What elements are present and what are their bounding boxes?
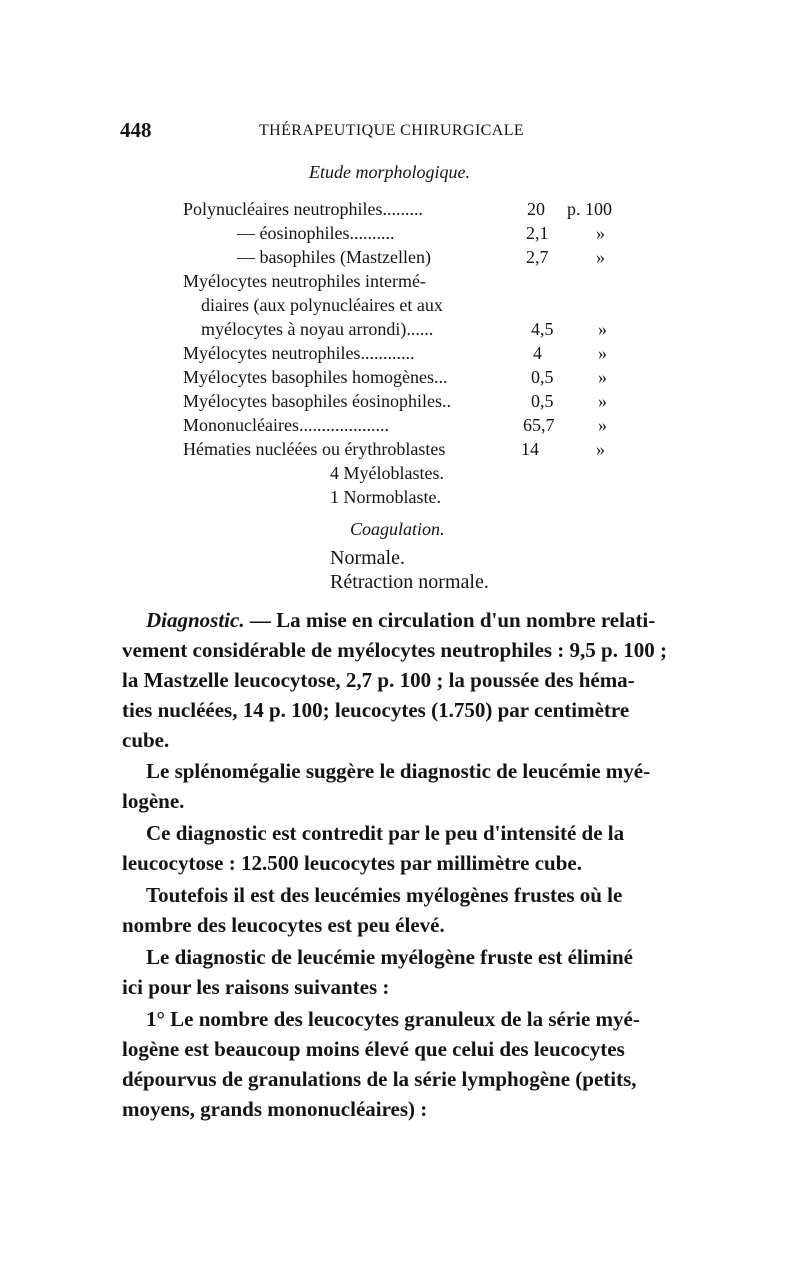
text-line: vement considérable de myélocytes neutrophiles : 9,5 p. 100 ; <box>122 638 667 662</box>
coag-line: Normale. <box>330 547 405 569</box>
row-label: Mononucléaires.................... <box>183 415 389 435</box>
text-line: dépourvus de granulations de la série lymphogène (petits, <box>122 1067 637 1091</box>
section-title-coagulation: Coagulation. <box>350 519 445 539</box>
row-value: 14 <box>521 439 539 459</box>
diagnostic-heading: Diagnostic. <box>146 608 245 632</box>
text-line: cube. <box>122 728 170 752</box>
text-line: ici pour les raisons suivantes : <box>122 975 390 999</box>
row-label: myélocytes à noyau arrondi)...... <box>201 319 434 339</box>
row-unit: » <box>598 367 607 387</box>
text-line: 1° Le nombre des leucocytes granuleux de la série myé- <box>146 1007 640 1031</box>
row-label: — basophiles (Mastzellen) <box>237 247 431 267</box>
text-line: ties nucléées, 14 p. 100; leucocytes (1.750) par centimètre <box>122 698 630 722</box>
text-line: leucocytose : 12.500 leucocytes par millimètre cube. <box>122 851 582 875</box>
row-label: Myélocytes neutrophiles intermé- <box>183 271 426 291</box>
row-unit: » <box>596 223 605 243</box>
row-label: — éosinophiles.......... <box>237 223 395 243</box>
row-label: Polynucléaires neutrophiles......... <box>183 199 423 219</box>
text-line: nombre des leucocytes est peu élevé. <box>122 913 445 937</box>
row-value: 0,5 <box>531 367 554 387</box>
section-title-morphology: Etude morphologique. <box>309 162 470 182</box>
page-number: 448 <box>120 118 152 142</box>
row-value: 4 <box>533 343 542 363</box>
text-line: logène est beaucoup moins élevé que celui des leucocytes <box>122 1037 625 1061</box>
text-line: Ce diagnostic est contredit par le peu d'intensité de la <box>146 821 625 845</box>
text-line: moyens, grands mononucléaires) : <box>122 1097 428 1121</box>
text-line: la Mastzelle leucocytose, 2,7 p. 100 ; la poussée des héma- <box>122 668 635 692</box>
row-unit: » <box>598 343 607 363</box>
row-label: 4 Myéloblastes. <box>330 463 444 483</box>
row-unit: » <box>596 439 605 459</box>
coag-line: Rétraction normale. <box>330 571 489 593</box>
row-unit: » <box>598 415 607 435</box>
row-label: Myélocytes basophiles éosinophiles.. <box>183 391 451 411</box>
text-line: logène. <box>122 789 185 813</box>
row-unit: » <box>596 247 605 267</box>
text-line: Le diagnostic de leucémie myélogène fruste est éliminé <box>146 945 633 969</box>
row-label: diaires (aux polynucléaires et aux <box>201 295 443 315</box>
row-value: 65,7 <box>523 415 555 435</box>
text-line: Le splénomégalie suggère le diagnostic de leucémie myé- <box>146 759 651 783</box>
row-label: Hématies nucléées ou érythroblastes <box>183 439 446 459</box>
text-line: Toutefois il est des leucémies myélogènes frustes où le <box>146 883 623 907</box>
row-unit: » <box>598 391 607 411</box>
row-unit: p. 100 <box>567 199 612 219</box>
row-label: 1 Normoblaste. <box>330 487 441 507</box>
row-value: 4,5 <box>531 319 554 339</box>
row-label: Myélocytes basophiles homogènes... <box>183 367 448 387</box>
row-value: 0,5 <box>531 391 554 411</box>
text-line-diagnostic-intro <box>146 608 655 633</box>
row-value: 20 <box>527 199 545 219</box>
row-unit: » <box>598 319 607 339</box>
running-title: THÉRAPEUTIQUE CHIRURGICALE <box>259 122 525 139</box>
row-label: Myélocytes neutrophiles............ <box>183 343 415 363</box>
row-value: 2,1 <box>526 223 549 243</box>
row-value: 2,7 <box>526 247 549 267</box>
text-line: Diagnostic. — La mise en circulation d'un nombre relati- <box>146 608 656 632</box>
